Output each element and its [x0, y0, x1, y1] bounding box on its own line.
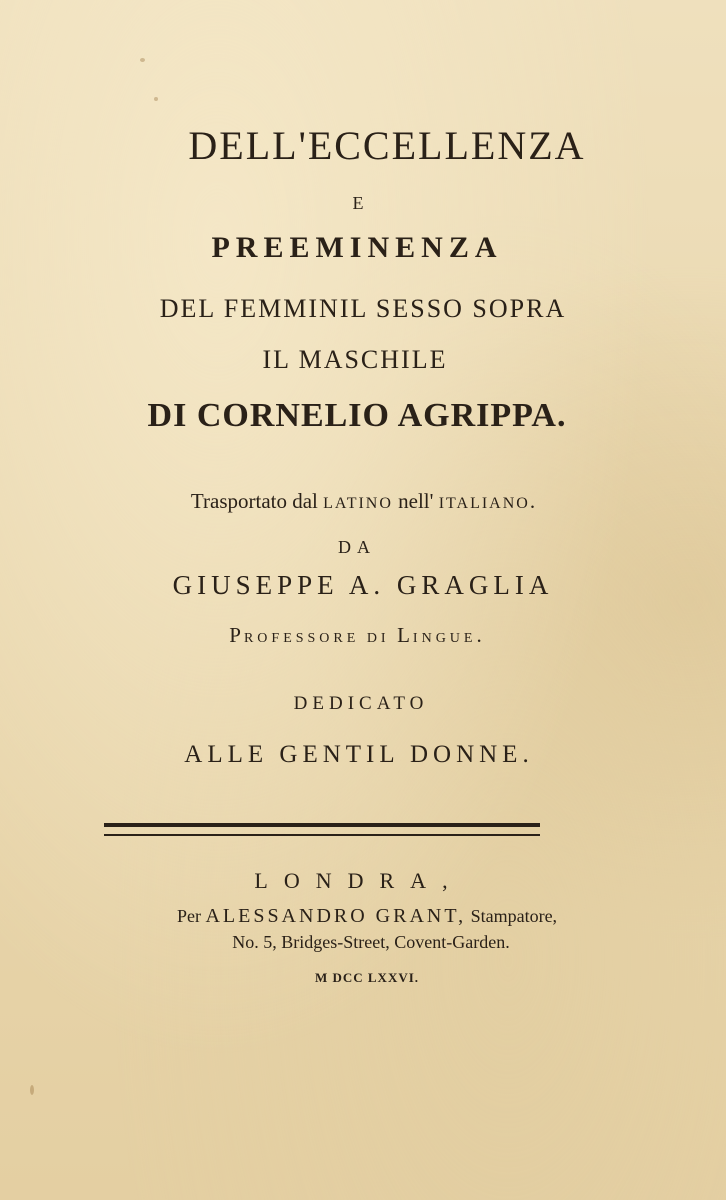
ink-spot: [140, 58, 145, 62]
title-rest-2: INGUE: [412, 631, 477, 646]
ink-spot: [30, 1085, 34, 1095]
title-line-4: IL MASCHILE: [262, 345, 448, 374]
title-rest-1: ROFESSORE: [243, 631, 360, 646]
translation-prefix: Trasportato dal: [190, 489, 324, 513]
translation-note: [0, 489, 726, 514]
title-di: DI: [359, 631, 398, 646]
ink-spot: [154, 97, 158, 101]
title-end: .: [476, 623, 485, 647]
imprint-address: No. 5, Bridges-Street, Covent-Garden.: [232, 932, 510, 952]
translator-title: [0, 623, 720, 648]
thin-rule: [104, 834, 540, 836]
printer-name: ALESSANDRO GRANT,: [205, 905, 467, 927]
author-line: DI CORNELIO AGRIPPA.: [147, 397, 567, 434]
printer-role: Stampatore,: [466, 906, 558, 926]
title-line-2: PREEMINENZA: [211, 231, 503, 264]
translation-suffix: .: [529, 489, 536, 513]
thick-rule: [104, 823, 540, 827]
title-initial-2: L: [397, 623, 413, 647]
imprint-city: LONDRA,: [254, 868, 464, 893]
imprint-year: M DCC LXXVI.: [314, 970, 420, 985]
imprint-printer: [4, 905, 726, 928]
title-line-3: DEL FEMMINIL SESSO SOPRA: [159, 294, 567, 323]
title-line-1: DELL'ECCELLENZA: [188, 123, 586, 168]
translator-name: GIUSEPPE A. GRAGLIA: [172, 570, 554, 600]
translation-middle: nell': [392, 489, 439, 513]
title-conjunction: E: [352, 193, 366, 213]
printer-prefix: Per: [176, 906, 206, 926]
title-initial-1: P: [229, 623, 244, 647]
dedication-label: DEDICATO: [293, 693, 429, 714]
source-language: LATINO: [323, 495, 393, 512]
dedicatee: ALLE GENTIL DONNE.: [184, 741, 534, 768]
by-label: DA: [338, 537, 376, 557]
target-language: ITALIANO: [438, 495, 530, 512]
